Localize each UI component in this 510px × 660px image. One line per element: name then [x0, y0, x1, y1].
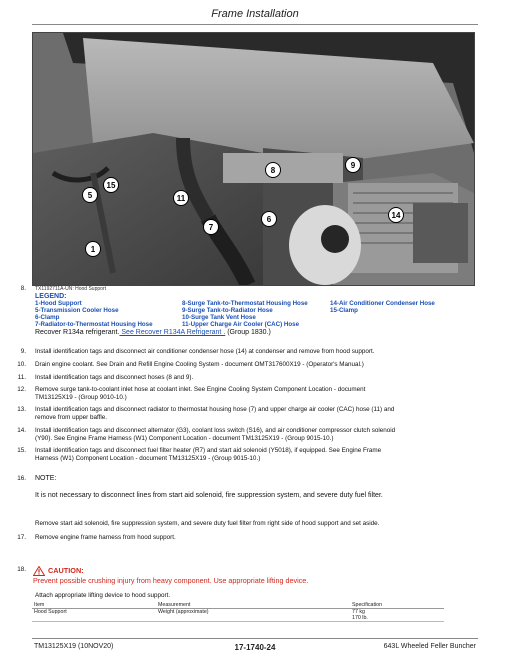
step-8-text-before: Recover R134a refrigerant.	[35, 329, 120, 336]
step-11-text: Install identification tags and disconnect hoses (8 and 9).	[35, 374, 194, 381]
legend-title: LEGEND:	[35, 293, 67, 300]
footer-document-id: TM13125X19 (10NOV20)	[34, 643, 114, 650]
legend-item: 1-Hood Support	[35, 300, 82, 307]
callout-11: 11	[173, 190, 189, 206]
step-number-17: 17.	[17, 534, 26, 541]
callout-15: 15	[103, 177, 119, 193]
caution-icon	[33, 566, 45, 576]
recover-refrigerant-link[interactable]: See Recover R134A Refrigerant .	[119, 329, 226, 336]
note-text: It is not necessary to disconnect lines from start aid solenoid, fire suppression system, and severe duty fuel filter.	[35, 492, 383, 499]
step-12-text-line1: Remove surge tank-to-coolant inlet hose at coolant inlet. See Engine Cooling System Component Location - document	[35, 386, 366, 393]
spec-col-measurement: Measurement	[156, 602, 350, 609]
step-15-text-line1: Install identification tags and disconnect fuel filter heater (R7) and start aid solenoid (Y5018), if equipped. See Engine Frame	[35, 447, 382, 454]
step-number-12: 12.	[17, 386, 26, 393]
step-number-8: 8.	[20, 285, 26, 292]
spec-cell-measurement: Weight (approximate)	[156, 609, 350, 622]
step-13-text-line2: remove from upper baffle.	[35, 414, 107, 421]
hood-support-photo	[32, 32, 475, 286]
callout-9: 9	[345, 157, 361, 173]
legend-item: 10-Surge Tank Vent Hose	[182, 314, 256, 321]
step-13-text-line1: Install identification tags and disconnect radiator to thermostat housing hose (7) and upper charge air cooler (CAC) hose (11) and	[35, 406, 395, 413]
legend-item: 8-Surge Tank-to-Thermostat Housing Hose	[182, 300, 308, 307]
spec-col-specification: Specification	[350, 602, 444, 609]
step-number-10: 10.	[17, 361, 26, 368]
step-number-16: 16.	[17, 475, 26, 482]
legend-item: 15-Clamp	[330, 307, 358, 314]
callout-1: 1	[85, 241, 101, 257]
step-14-text-line2: (Y90). See Engine Frame Harness (W1) Component Location - document TM13125X19 - (Group 9015-10.)	[35, 435, 334, 442]
spec-col-item: Item	[32, 602, 156, 609]
spec-value-metric: 77 kg	[352, 609, 365, 615]
step-17-text: Remove engine frame harness from hood support.	[35, 534, 176, 541]
footer-model: 643L Wheeled Feller Buncher	[383, 643, 476, 650]
spec-value-imperial: 170 lb.	[352, 615, 368, 621]
callout-8: 8	[265, 162, 281, 178]
footer-page-number: 17-1740-24	[234, 643, 276, 652]
page-title: Frame Installation	[211, 8, 299, 20]
step-18-text: Attach appropriate lifting device to hood support.	[35, 592, 171, 599]
step-number-13: 13.	[17, 406, 26, 413]
callout-5: 5	[82, 187, 98, 203]
legend-item: 7-Radiator-to-Thermostat Housing Hose	[35, 321, 153, 328]
step-8-text-after: (Group 1830.)	[225, 329, 271, 336]
header-divider	[32, 24, 478, 25]
step-10-text: Drain engine coolant. See Drain and Refill Engine Cooling System - document OMT317600X19 - (Operator's Manual.)	[35, 361, 364, 368]
step-number-11: 11.	[17, 374, 26, 381]
callout-6: 6	[261, 211, 277, 227]
caution-label: CAUTION:	[48, 566, 84, 575]
caution-text: Prevent possible crushing injury from heavy component. Use appropriate lifting device.	[33, 576, 309, 585]
step-number-14: 14.	[17, 427, 26, 434]
spec-cell-specification	[350, 609, 444, 622]
step-12-text-line2: TM13125X19 - (Group 9010-10.)	[35, 394, 127, 401]
step-number-18: 18.	[17, 566, 26, 573]
step-14-text-line1: Install identification tags and disconnect alternator (G3), coolant loss switch (S16), and air conditioner compressor clutch solenoid	[35, 427, 396, 434]
legend-item: 5-Transmission Cooler Hose	[35, 307, 119, 314]
step-9-text: Install identification tags and disconnect air conditioner condenser hose (14) at condenser and remove from hood support.	[35, 348, 375, 355]
step-number-9: 9.	[20, 348, 26, 355]
legend-item: 6-Clamp	[35, 314, 60, 321]
note-label: NOTE:	[35, 475, 57, 482]
spec-table	[32, 602, 444, 622]
table-row	[32, 609, 444, 622]
figure-caption: TX1192711A-UN: Hood Support	[35, 286, 106, 292]
step-15-text-line2: Harness (W1) Component Location - document TM13125X19 - (Group 9015-10.)	[35, 455, 261, 462]
footer-divider	[32, 638, 478, 639]
step-8-text	[35, 329, 271, 337]
callout-14: 14	[388, 207, 404, 223]
legend-item: 14-Air Conditioner Condenser Hose	[330, 300, 435, 307]
step-number-15: 15.	[17, 447, 26, 454]
step-16-text: Remove start aid solenoid, fire suppression system, and severe duty fuel filter from right side of hood support and set aside.	[35, 520, 380, 527]
legend-item: 11-Upper Charge Air Cooler (CAC) Hose	[182, 321, 300, 328]
callout-7: 7	[203, 219, 219, 235]
spec-cell-item: Hood Support	[32, 609, 156, 622]
legend-item: 9-Surge Tank-to-Radiator Hose	[182, 307, 273, 314]
